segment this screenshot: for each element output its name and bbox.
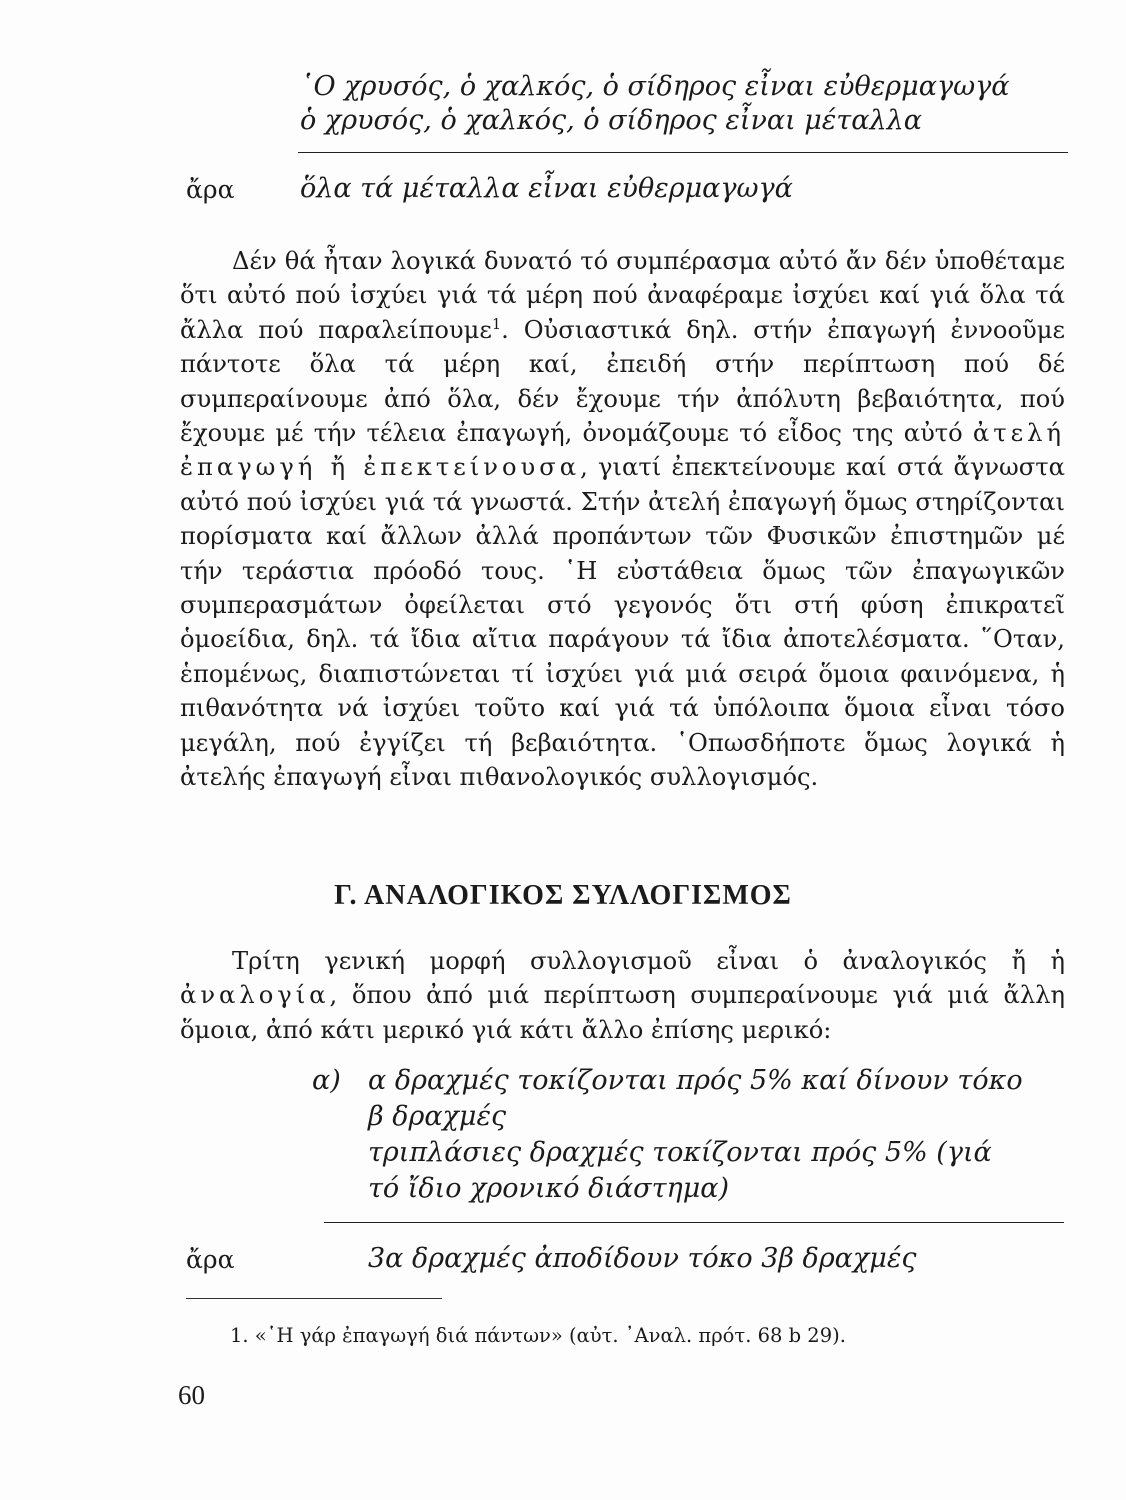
syllogism2-rule bbox=[324, 1222, 1064, 1223]
paragraph2-text-b: , ὅπου ἀπό μιά περίπτωση συμπεραίνουμε γιά μιά ἄλλη ὅμοια, ἀπό κάτι μερικό γιά κάτι ἄλλο ἐπίσης μερικό: bbox=[180, 981, 1065, 1044]
footnote-reference: 1 bbox=[491, 316, 502, 333]
footnote: 1. «῾Η γάρ ἐπαγωγή διά πάντων» (αὐτ. ᾿Αναλ. πρότ. 68 b 29). bbox=[230, 1324, 846, 1347]
syllogism1-premise1: ῾Ο χρυσός, ὁ χαλκός, ὁ σίδηρος εἶναι εὐθερμαγωγά bbox=[300, 71, 1010, 102]
syllogism1-rule bbox=[298, 152, 1068, 153]
paragraph-incomplete-induction bbox=[180, 244, 1065, 795]
paragraph1-text-c: , γιατί ἐπεκτείνουμε καί στά ἄγνωστα αὐτό πού ἰσχύει γιά τά γνωστά. Στήν ἀτελή ἐπαγωγή ὅμως στηρίζονται πορίσματα καί ἄλλων ἀλλά προπάντων τῶν Φυσικῶν ἐπιστημῶν μέ τήν τεράστια πρόοδό τους. ῾Η εὐστάθεια ὅμως τῶν ἐπαγωγικῶν συμπερασμάτων ὀφείλεται στό γεγονός ὅτι στή φύση ἐπικρατεῖ ὁμοείδια, δηλ. τά ἴδια αἴτια παράγουν τά ἴδια ἀποτελέσματα. ῞Οταν, ἑπομένως, διαπιστώνεται τί ἰσχύει γιά μιά σειρά ὅμοια φαινόμενα, ἡ πιθανότητα νά ἰσχύει τοῦτο καί γιά τά ὑπόλοιπα ὅμοια εἶναι τόσο μεγάλη, πού ἐγγίζει τή βεβαιότητα. ῾Οπωσδήποτε ὅμως λογικά ἡ ἀτελής ἐπαγωγή εἶναι πιθανολογικός συλλογισμός. bbox=[180, 453, 1065, 792]
paragraph2-text-a: Τρίτη γενική μορφή συλλογισμοῦ εἶναι ὁ ἀναλογικός ἤ ἡ bbox=[232, 947, 1065, 975]
syllogism1-conclusion: ὅλα τά μέταλλα εἶναι εὐθερμαγωγά bbox=[300, 173, 793, 204]
syllogism2-line1: α δραχμές τοκίζονται πρός 5% καί δίνουν τόκο bbox=[368, 1065, 1023, 1096]
page-number: 60 bbox=[178, 1380, 205, 1410]
section-heading: Γ. ΑΝΑΛΟΓΙΚΟΣ ΣΥΛΛΟΓΙΣΜΟΣ bbox=[334, 880, 792, 911]
syllogism1-conclusion-word: ἄρα bbox=[186, 175, 235, 204]
syllogism2-line3: τριπλάσιες δραχμές τοκίζονται πρός 5% (γιά bbox=[368, 1137, 992, 1168]
footnote-rule bbox=[186, 1298, 442, 1299]
syllogism2-line2: β δραχμές bbox=[368, 1101, 507, 1132]
syllogism2-conclusion: 3α δραχμές ἀποδίδουν τόκο 3β δραχμές bbox=[368, 1243, 917, 1274]
syllogism2-conclusion-word: ἄρα bbox=[186, 1245, 235, 1274]
syllogism2-label: α) bbox=[312, 1065, 341, 1096]
syllogism2-line4: τό ἴδιο χρονικό διάστημα) bbox=[368, 1173, 730, 1204]
term-incomplete-induction: ἀτελή ἐπαγωγή ἤ ἐπεκτείνουσα bbox=[180, 419, 1065, 482]
paragraph-analogy bbox=[180, 944, 1065, 1047]
syllogism1-premise2: ὁ χρυσός, ὁ χαλκός, ὁ σίδηρος εἶναι μέταλλα bbox=[300, 105, 922, 136]
paragraph1-text-a: Δέν θά ἦταν λογικά δυνατό τό συμπέρασμα αὐτό ἄν δέν ὑποθέταμε ὅτι αὐτό πού ἰσχύει γιά τά μέρη πού ἀναφέραμε ἰσχύει καί γιά ὅλα τά ἄλλα πού παραλείπουμε bbox=[180, 247, 1065, 344]
term-analogy: ἀναλογία bbox=[180, 981, 330, 1010]
paragraph1-text-b: . Οὐσιαστικά δηλ. στήν ἐπαγωγή ἐννοοῦμε πάντοτε ὅλα τά μέρη καί, ἐπειδή στήν περίπτωση πού δέ συμπεραίνουμε ἀπό ὅλα, δέν ἔχουμε τήν ἀπόλυτη βεβαιότητα, πού ἔχουμε μέ τήν τέλεια ἐπαγωγή, ὀνομάζουμε τό εἶδος της αὐτό bbox=[180, 315, 1065, 448]
